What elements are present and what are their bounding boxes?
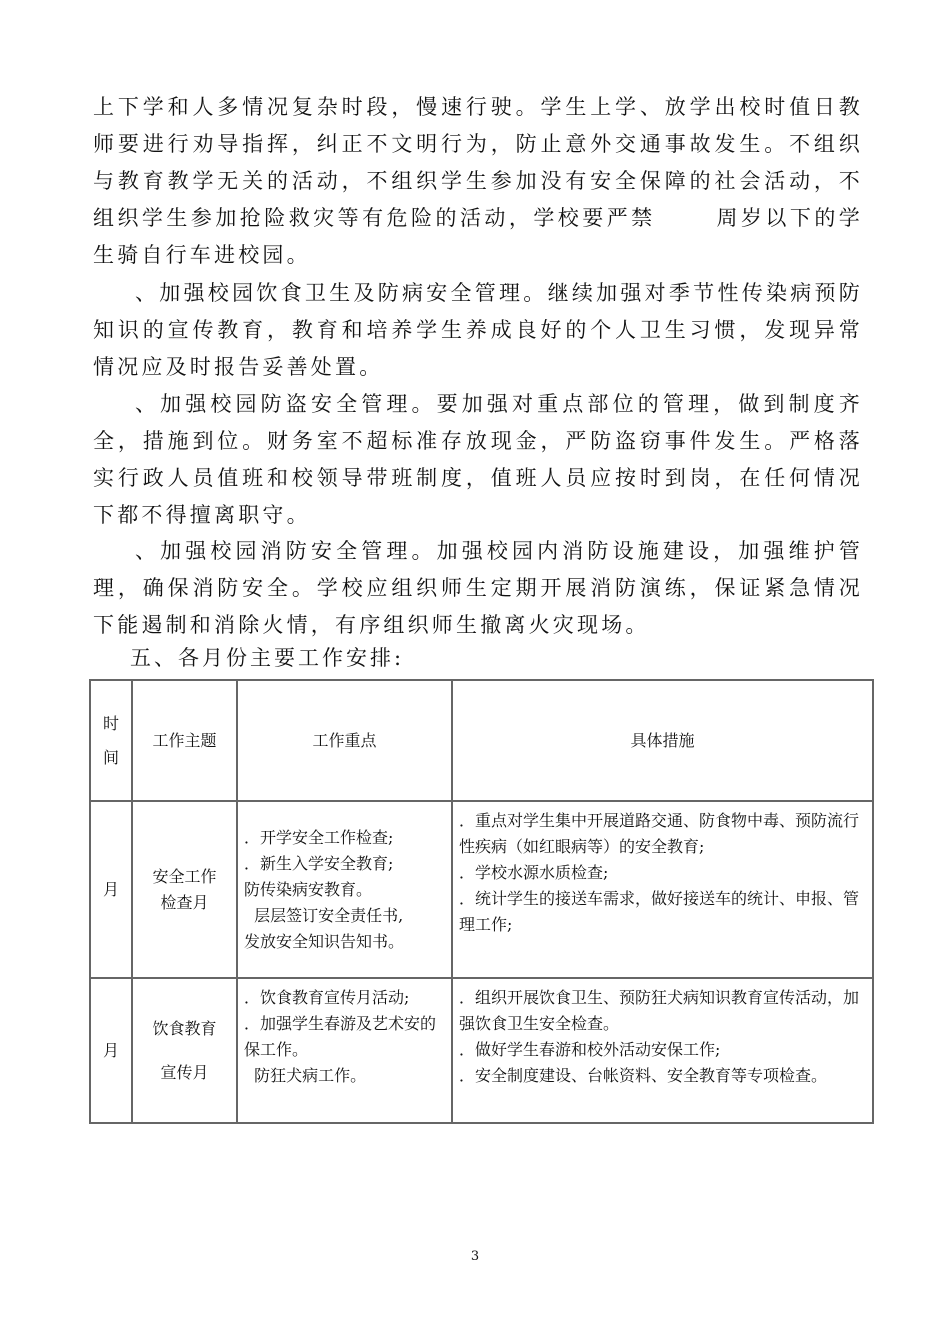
row-focus [237,801,452,978]
header-time [90,680,132,801]
row-theme [132,801,237,978]
row-theme-line: 检查月 [160,892,209,912]
row-focus-item: 发放安全知识告知书。 [244,931,405,951]
row-focus-item: 层层签订安全责任书, [244,905,404,925]
paragraph-fire-safety: 、加强校园消防安全管理。加强校园内消防设施建设，加强维护管理，确保消防安全。学校应组织师生定期开展消防演练，保证紧急情况下能遏制和消除火情，有序组织师生撤离火灾现场。 [93,539,863,637]
paragraph-traffic-safety: 上下学和人多情况复杂时段，慢速行驶。学生上学、放学出校时值日教师要进行劝导指挥，纠正不文明行为，防止意外交通事故发生。不组织与教育教学无关的活动，不组织学生参加没有安全保障的社会活动，不组织学生参加抢险救灾等有危险的活动，学校要严禁 周岁以下的学生骑自行车进校园。 [93,95,863,267]
header-focus: 工作重点 [237,680,452,801]
row-focus-item: ．加强学生春游及艺术安的保工作。 [244,1014,437,1059]
section-heading: 五、各月份主要工作安排: [130,646,405,670]
table-row [90,801,873,978]
row-measures-item: ．学校水源水质检查; [459,863,609,882]
row-focus-item: ．饮食教育宣传月活动; [244,988,410,1007]
header-theme: 工作主题 [132,680,237,801]
row-theme-line: 饮食教育 [152,1018,217,1038]
paragraph-theft-prevention: 、加强校园防盗安全管理。要加强对重点部位的管理，做到制度齐全，措施到位。财务室不超标准存放现金，严防盗窃事件发生。严格落实行政人员值班和校领导带班制度，值班人员应按时到岗，在任何情况下都不得擅离职守。 [93,392,863,527]
paragraph-food-hygiene: 、加强校园饮食卫生及防病安全管理。继续加强对季节性传染病预防知识的宣传教育，教育和培养学生养成良好的个人卫生习惯，发现异常情况应及时报告妥善处置。 [93,281,863,379]
row-measures [452,801,873,978]
row-focus-item: 防传染病安教育。 [244,879,373,899]
row-focus [237,978,452,1123]
row-measures-item: ．做好学生春游和校外活动安保工作; [459,1040,721,1059]
row-time: 月 [90,801,132,978]
row-theme-line: 宣传月 [160,1062,209,1082]
row-measures-item: ．重点对学生集中开展道路交通、防食物中毒、预防流行性疾病（如红眼病等）的安全教育; [459,811,860,856]
table-row [90,978,873,1123]
row-time: 月 [90,978,132,1123]
row-theme-line: 安全工作 [152,866,217,886]
row-measures-item: ．统计学生的接送车需求，做好接送车的统计、申报、管理工作; [459,889,860,934]
page-number: 3 [470,1249,480,1264]
table-header-row [90,680,873,801]
row-focus-item: ．开学安全工作检查; [244,827,394,847]
header-time-char-2: 间 [102,747,119,767]
header-measures: 具体措施 [452,680,873,801]
row-theme [132,978,237,1123]
row-measures-item: ．安全制度建设、台帐资料、安全教育等专项检查。 [459,1066,828,1085]
monthly-plan-table [89,679,874,1124]
row-measures [452,978,873,1123]
row-focus-item: ．新生入学安全教育; [244,853,394,873]
header-time-char-1: 时 [102,713,119,733]
row-measures-item: ．组织开展饮食卫生、预防狂犬病知识教育宣传活动，加强饮食卫生安全检查。 [459,988,860,1033]
row-focus-item: 防狂犬病工作。 [244,1066,367,1085]
